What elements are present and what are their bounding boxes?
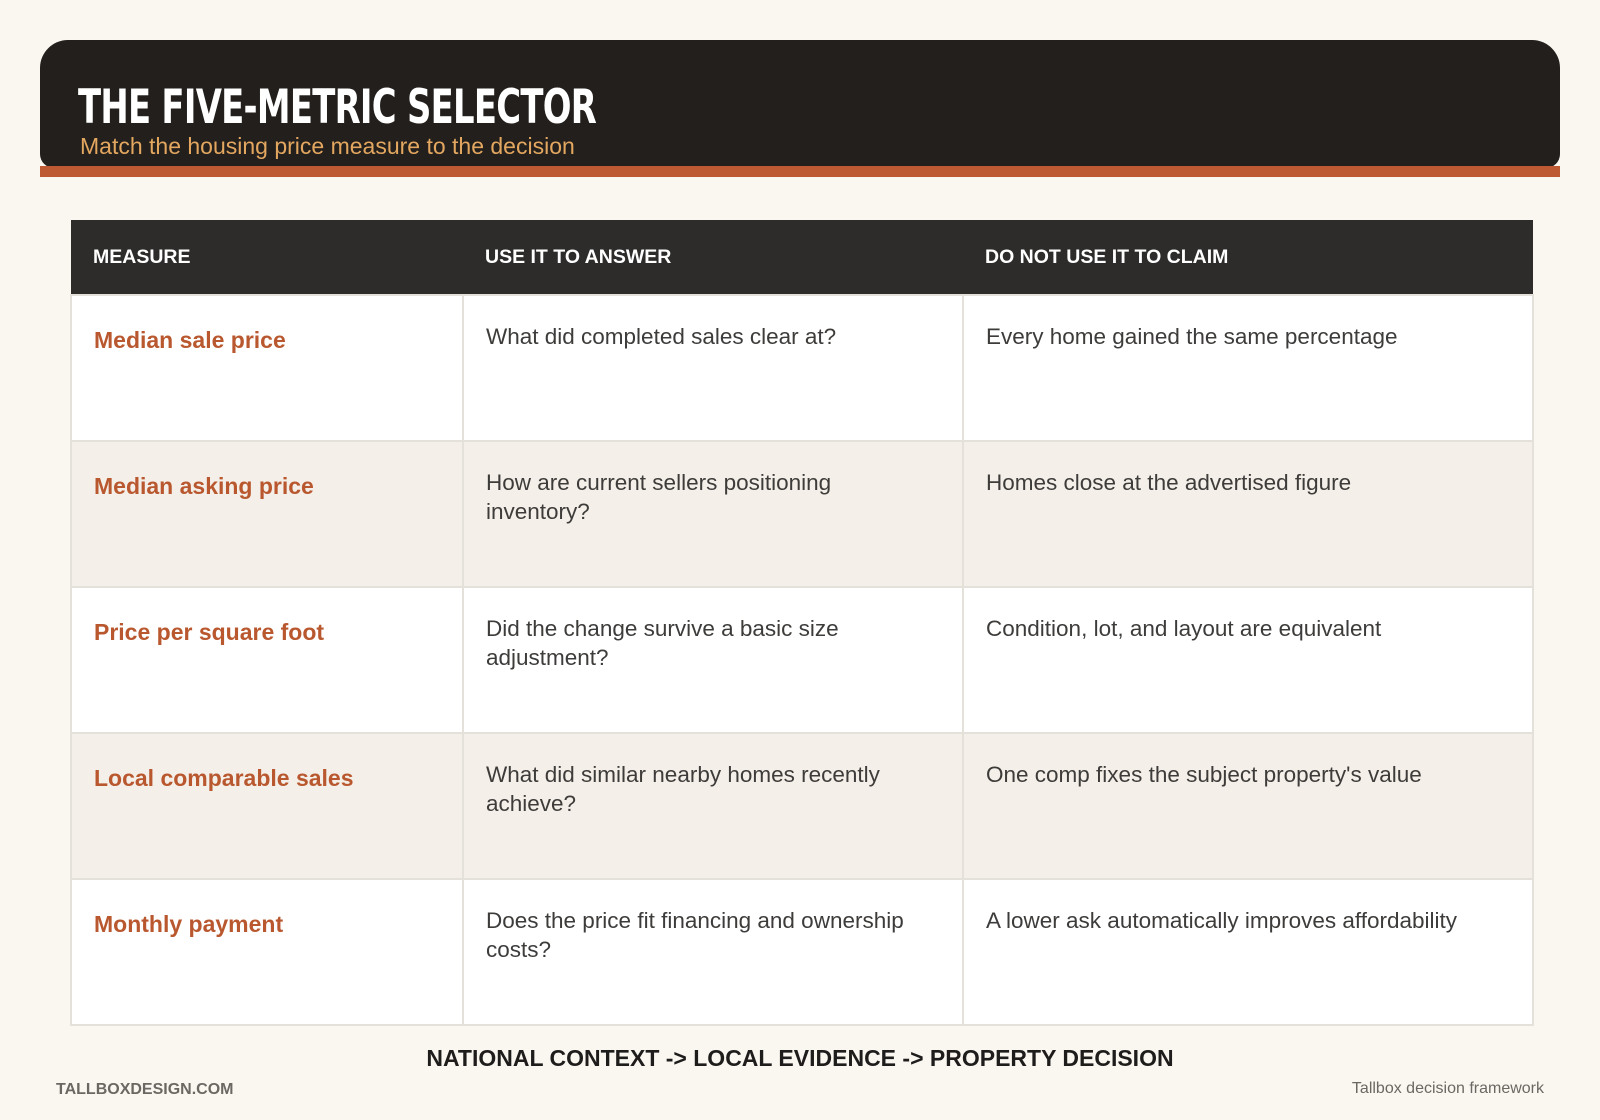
claim-cell: Every home gained the same percentage (963, 295, 1533, 441)
header-accent-rule (40, 166, 1560, 177)
measure-cell: Monthly payment (71, 879, 463, 1025)
metric-selector-table (70, 220, 1534, 1026)
framework-credit: Tallbox decision framework (1351, 1080, 1544, 1097)
measure-cell: Median asking price (71, 441, 463, 587)
table-row (71, 587, 1533, 733)
answer-cell: What did similar nearby homes recently achieve? (463, 733, 963, 879)
claim-cell: Homes close at the advertised figure (963, 441, 1533, 587)
page-title: THE FIVE-METRIC SELECTOR (78, 80, 597, 135)
answer-cell: What did completed sales clear at? (463, 295, 963, 441)
table-header-row (71, 220, 1533, 295)
column-header-measure: MEASURE (71, 220, 463, 295)
column-header-do-not-use-it-to-claim: DO NOT USE IT TO CLAIM (963, 220, 1533, 295)
table-row (71, 733, 1533, 879)
table-row (71, 879, 1533, 1025)
decision-flow-caption: NATIONAL CONTEXT -> LOCAL EVIDENCE -> PROPERTY DECISION (426, 1045, 1174, 1071)
measure-cell: Median sale price (71, 295, 463, 441)
answer-cell: Does the price fit financing and ownership costs? (463, 879, 963, 1025)
table-row (71, 441, 1533, 587)
claim-cell: Condition, lot, and layout are equivalent (963, 587, 1533, 733)
table-row (71, 295, 1533, 441)
measure-cell: Price per square foot (71, 587, 463, 733)
page-subtitle: Match the housing price measure to the decision (80, 133, 575, 159)
claim-cell: A lower ask automatically improves affordability (963, 879, 1533, 1025)
answer-cell: How are current sellers positioning inventory? (463, 441, 963, 587)
column-header-use-it-to-answer: USE IT TO ANSWER (463, 220, 963, 295)
measure-cell: Local comparable sales (71, 733, 463, 879)
site-url: TALLBOXDESIGN.COM (56, 1081, 234, 1098)
claim-cell: One comp fixes the subject property's value (963, 733, 1533, 879)
answer-cell: Did the change survive a basic size adjustment? (463, 587, 963, 733)
